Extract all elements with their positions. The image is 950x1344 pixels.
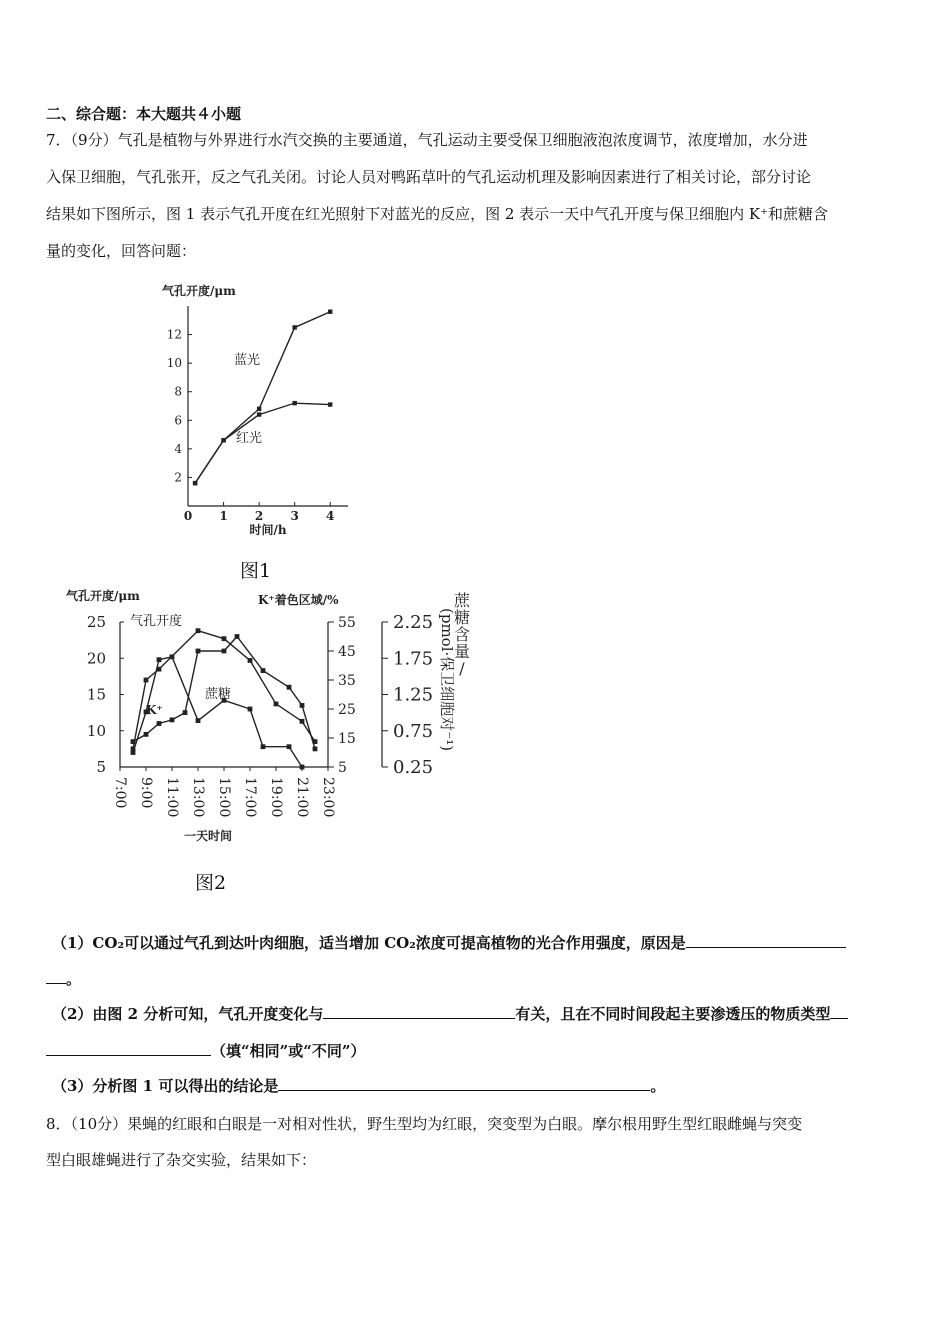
fig1-xlabel: 时间/h	[249, 523, 287, 537]
fig2-xtick-label-5: 17:00	[242, 777, 258, 818]
fig2-point-2-7	[235, 634, 240, 639]
fig2-ytick-left-label-1: 10	[86, 721, 106, 740]
fig2-ytick-mid-label-3: 35	[338, 673, 356, 689]
q7-sub2-text-c: （填“相同”或“不同”）	[211, 1042, 366, 1060]
q7-sub2-text-b: 有关，且在不同时间段起主要渗透压的物质类型	[515, 1005, 831, 1023]
fig2-point-2-2	[157, 721, 162, 726]
fig1-point-0-2	[257, 407, 261, 411]
fig1-point-1-3	[292, 401, 296, 405]
fig2-point-0-1	[144, 678, 149, 683]
fig2-ytick-mid-label-2: 25	[338, 702, 356, 718]
fig2-ytick-right-label-1: 0.75	[393, 720, 434, 742]
fig2-xtick-label-7: 21:00	[294, 777, 310, 818]
fig2-xtick-label-8: 23:00	[320, 777, 336, 818]
fig1-ytick-label-2: 6	[174, 413, 182, 428]
q7-sub3-end: 。	[650, 1077, 666, 1095]
fig2-point-1-3	[170, 654, 175, 659]
answer-blank-1-cont[interactable]	[46, 969, 66, 984]
q7-sub1	[52, 933, 846, 953]
fig1-xtick-label-3: 4	[326, 509, 335, 523]
fig1-series-line-0	[195, 312, 330, 483]
fig2-caption: 图2	[195, 872, 227, 894]
fig1-point-1-2	[257, 412, 261, 416]
fig2-xlabel: 一天时间	[183, 829, 233, 843]
answer-blank-2[interactable]	[323, 1004, 515, 1019]
fig2-point-2-10	[300, 703, 305, 708]
fig2-xtick-label-4: 15:00	[216, 777, 232, 818]
fig2-xtick-label-2: 11:00	[164, 777, 180, 818]
fig2-ytick-left-label-3: 20	[86, 649, 106, 668]
q7-sub2-cont	[46, 1041, 366, 1061]
fig2-point-0-3	[196, 628, 201, 633]
fig2-ytick-right-label-0: 0.25	[393, 757, 434, 778]
q7-sub1-cont	[46, 969, 81, 989]
fig2-ylabel-right-unit: (pmol·保卫细胞对⁻¹)	[438, 608, 456, 752]
section-title: 二、综合题：本大题共４小题	[46, 105, 242, 123]
fig1-ytick-label-5: 12	[166, 327, 182, 342]
fig2-point-2-3	[170, 717, 175, 722]
fig2-xtick-label-0: 7:00	[112, 777, 128, 809]
fig1-ytick-label-1: 4	[174, 441, 182, 456]
fig2-ylabel-mid: K⁺着色区域/%	[258, 593, 339, 607]
fig1-xtick-label-2: 3	[290, 509, 299, 523]
answer-blank-3-cont[interactable]	[46, 1041, 211, 1056]
q7-sub1-text: （1）CO₂可以通过气孔到达叶肉细胞，适当增加 CO₂浓度可提高植物的光合作用强度，原因是	[52, 934, 686, 952]
q7-line-3: 结果如下图所示，图 1 表示气孔开度在红光照射下对蓝光的反应，图 2 表示一天中气孔开度与保卫细胞内 K⁺和蔗糖含	[46, 205, 829, 223]
fig2-point-0-7	[300, 719, 305, 724]
fig1-xtick-label-0: 1	[219, 509, 228, 523]
fig2-xtick-label-3: 13:00	[190, 777, 206, 818]
fig1-series-line-1	[195, 403, 330, 483]
q7-line-1: 7．（9分）气孔是植物与外界进行水汽交换的主要通道，气孔运动主要受保卫细胞液泡浓度调节，浓度增加，水分进	[46, 131, 808, 149]
q7-line-4: 量的变化，回答问题：	[46, 242, 197, 260]
fig2-point-2-1	[144, 732, 149, 737]
fig2-ylabel-left: 气孔开度/μm	[66, 589, 140, 603]
fig2-point-2-4	[183, 710, 188, 715]
q7-sub1-end: 。	[66, 970, 82, 988]
fig2-point-1-9	[300, 765, 305, 770]
fig2-ytick-right-label-2: 1.25	[393, 684, 434, 706]
fig2-ytick-left-label-0: 5	[96, 758, 106, 776]
q7-sub2-text-a: （2）由图 2 分析可知，气孔开度变化与	[52, 1005, 324, 1023]
fig1-point-1-1	[221, 438, 225, 442]
fig2-label-sucrose: 蔗糖	[205, 687, 232, 702]
fig2-ylabel-right-char-2: 含	[453, 625, 471, 644]
q7-line-2: 入保卫细胞，气孔张开，反之气孔关闭。讨论人员对鸭跖草叶的气孔运动机理及影响因素进行了相关讨论，部分讨论	[46, 168, 812, 186]
fig2-xtick-label-6: 19:00	[268, 777, 284, 818]
fig1-ytick-label-4: 10	[166, 356, 182, 371]
fig2-ytick-mid-label-4: 45	[338, 644, 356, 660]
fig1-label-blue: 蓝光	[234, 353, 261, 368]
figure-2-chart	[60, 584, 480, 846]
fig2-point-0-5	[248, 658, 253, 663]
fig2-point-1-8	[287, 744, 292, 749]
fig1-ytick-label-0: 2	[174, 470, 182, 485]
q8-line-2: 型白眼雄蝇进行了杂交实验，结果如下：	[46, 1151, 317, 1169]
fig1-point-1-0	[193, 481, 197, 485]
fig2-ytick-right-label-3: 1.75	[393, 648, 434, 670]
fig1-point-0-3	[292, 325, 296, 329]
fig1-origin: 0	[183, 509, 193, 523]
answer-blank-4[interactable]	[278, 1076, 650, 1091]
fig1-ytick-label-3: 8	[174, 384, 182, 399]
q7-sub2	[52, 1004, 848, 1024]
fig2-point-2-8	[261, 668, 266, 673]
fig2-label-stomata: 气孔开度	[130, 614, 183, 629]
fig1-xtick-label-1: 2	[254, 509, 264, 523]
answer-blank-1[interactable]	[686, 933, 846, 948]
fig2-point-2-0	[131, 739, 136, 744]
fig1-point-1-4	[328, 402, 332, 406]
fig2-ytick-right-label-4: 2.25	[393, 612, 434, 633]
fig2-point-2-9	[287, 685, 292, 690]
fig1-ylabel: 气孔开度/μm	[162, 284, 236, 298]
q8-line-1: 8．（10分）果蝇的红眼和白眼是一对相对性状，野生型均为红眼，突变型为白眼。摩尔根用野生型红眼雌蝇与突变	[46, 1115, 803, 1133]
fig2-point-0-4	[222, 636, 227, 641]
fig2-ylabel-right-char-1: 糖	[453, 608, 471, 627]
fig2-ytick-mid-label-1: 15	[338, 731, 356, 747]
answer-blank-3[interactable]	[830, 1004, 848, 1019]
q7-sub3-text: （3）分析图 1 可以得出的结论是	[52, 1077, 279, 1095]
fig2-point-0-6	[274, 702, 279, 707]
fig2-point-2-5	[196, 649, 201, 654]
fig2-ylabel-right-char-3: 量	[453, 642, 471, 661]
fig2-ytick-left-label-2: 15	[86, 685, 106, 704]
fig2-ytick-left-label-4: 25	[86, 613, 106, 631]
fig2-xtick-label-1: 9:00	[138, 777, 154, 809]
fig2-ylabel-right-char-0: 蔗	[453, 591, 471, 610]
figure-1-chart	[150, 280, 370, 540]
fig2-point-2-6	[222, 649, 227, 654]
fig2-ylabel-right-char-4: /	[459, 659, 465, 678]
fig1-point-0-4	[328, 310, 332, 314]
fig2-point-2-11	[313, 746, 318, 751]
fig2-label-k: K⁺	[146, 703, 163, 717]
q7-sub3	[52, 1076, 665, 1096]
fig2-point-1-2	[157, 657, 162, 662]
fig2-point-1-7	[261, 744, 266, 749]
fig2-point-1-6	[248, 707, 253, 712]
fig1-caption: 图1	[240, 560, 272, 582]
fig2-point-1-0	[131, 750, 136, 755]
fig1-label-red: 红光	[236, 431, 263, 446]
fig2-point-1-4	[196, 718, 201, 723]
fig2-ytick-mid-label-5: 55	[338, 615, 356, 631]
fig2-ytick-mid-label-0: 5	[338, 760, 347, 776]
